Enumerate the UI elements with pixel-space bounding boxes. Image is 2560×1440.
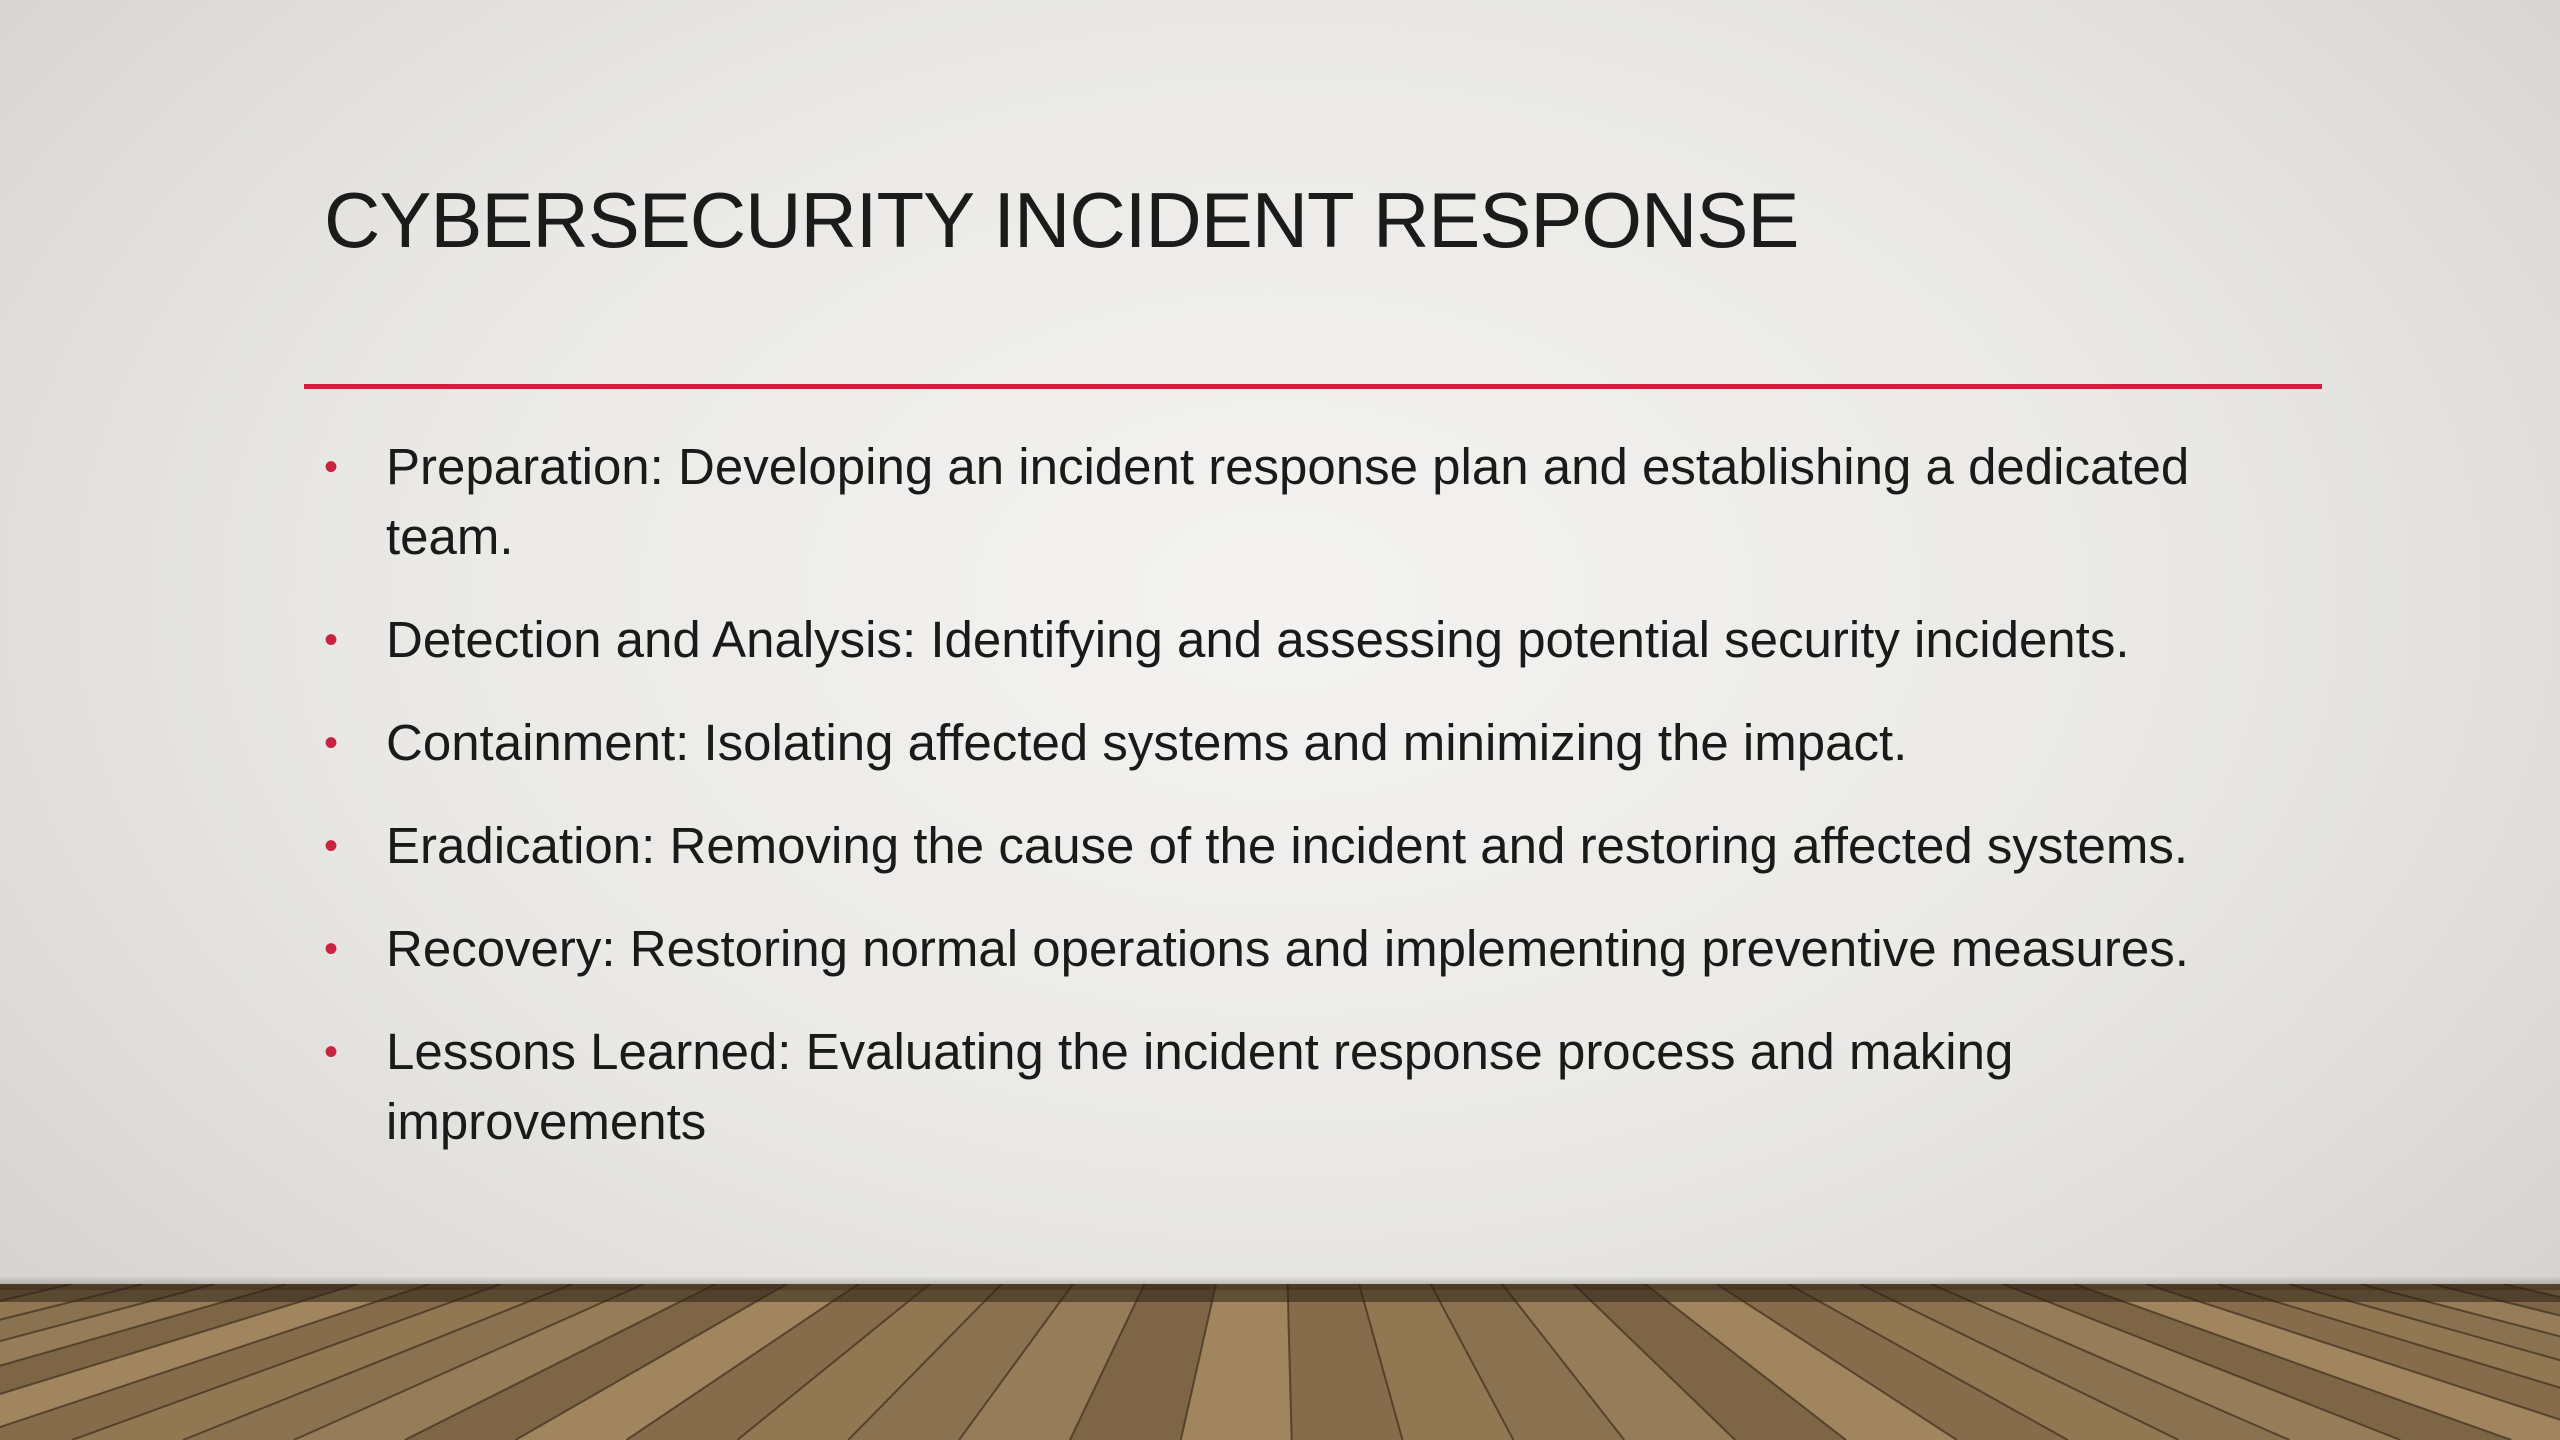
slide-title: CYBERSECURITY INCIDENT RESPONSE: [324, 176, 1799, 264]
bullet-list: [324, 432, 2284, 1190]
bullet-text: Containment: Isolating affected systems and minimizing the impact.: [386, 714, 1908, 771]
bullet-item-detection: [324, 605, 2284, 675]
bullet-item-recovery: [324, 914, 2284, 984]
bullet-icon: •: [324, 1030, 339, 1074]
bullet-item-lessons-learned: [324, 1017, 2284, 1157]
bullet-icon: •: [324, 721, 339, 765]
bullet-text: Lessons Learned: Evaluating the incident response process and making improvements: [386, 1023, 2014, 1150]
bullet-icon: •: [324, 824, 339, 868]
bullet-item-preparation: [324, 432, 2284, 572]
wall-floor-shadow: [0, 1276, 2560, 1290]
bullet-item-containment: [324, 708, 2284, 778]
bullet-text: Recovery: Restoring normal operations and implementing preventive measures.: [386, 920, 2189, 977]
bullet-icon: •: [324, 445, 339, 489]
bullet-icon: •: [324, 927, 339, 971]
bullet-item-eradication: [324, 811, 2284, 881]
bullet-text: Detection and Analysis: Identifying and assessing potential security incidents.: [386, 611, 2130, 668]
title-divider: [304, 384, 2322, 389]
bullet-icon: •: [324, 618, 339, 662]
bullet-text: Eradication: Removing the cause of the incident and restoring affected systems.: [386, 817, 2189, 874]
wood-floor-decoration: [0, 1284, 2560, 1440]
bullet-text: Preparation: Developing an incident response plan and establishing a dedicated team.: [386, 438, 2190, 565]
